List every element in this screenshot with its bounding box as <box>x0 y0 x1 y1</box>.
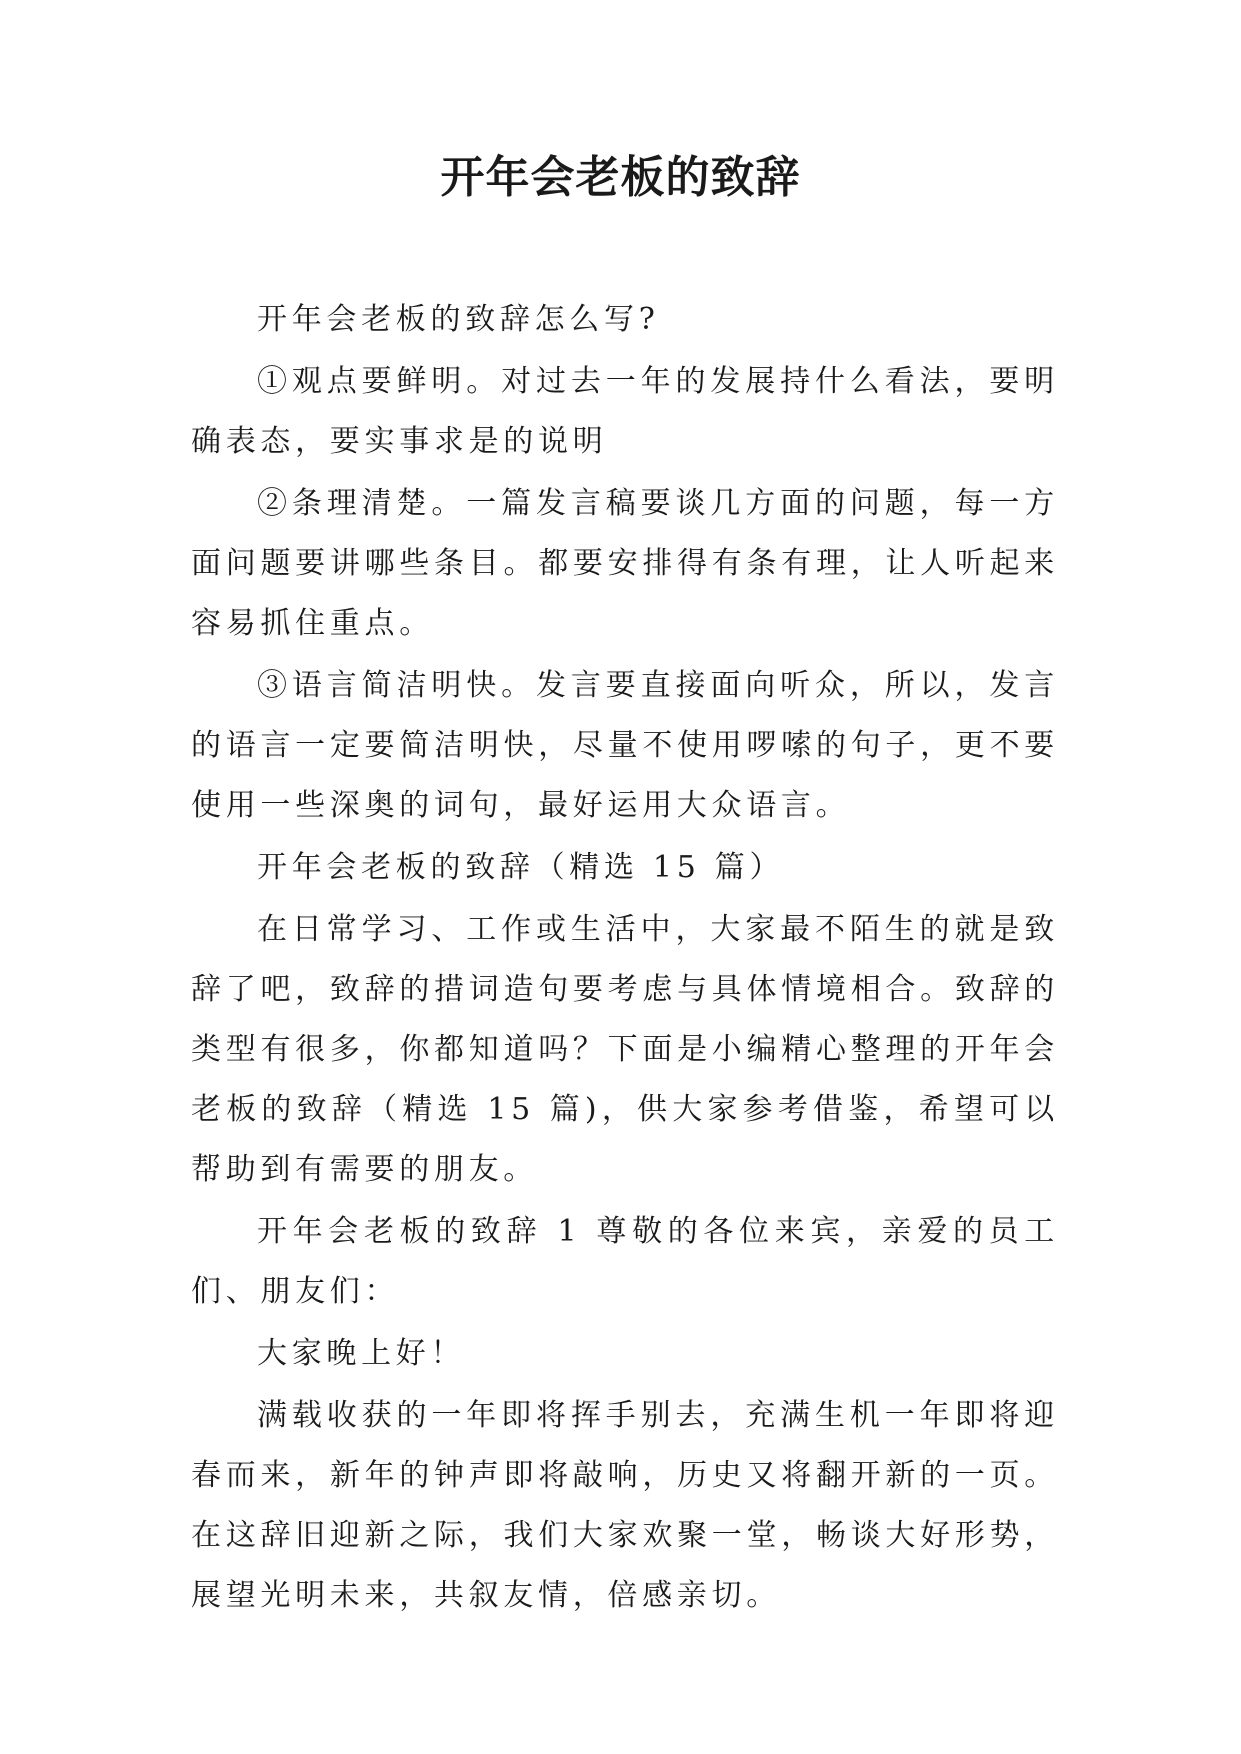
paragraph-point-1: ①观点要鲜明。对过去一年的发展持什么看法，要明确表态，要实事求是的说明 <box>191 364 1059 459</box>
paragraph-how-to-write: 开年会老板的致辞怎么写? <box>257 302 660 337</box>
paragraph-point-3: ③语言简洁明快。发言要直接面向听众，所以，发言的语言一定要简洁明快，尽量不使用啰嗦的句子，更不要使用一些深奥的词句，最好运用大众语言。 <box>191 668 1059 823</box>
document-body <box>191 290 1059 1628</box>
paragraph-speech-1-greeting: 开年会老板的致辞 1 尊敬的各位来宾，亲爱的员工们、朋友们： <box>191 1214 1059 1309</box>
paragraph-speech-body: 满载收获的一年即将挥手别去，充满生机一年即将迎春而来，新年的钟声即将敲响，历史又将翻开新的一页。在这辞旧迎新之际，我们大家欢聚一堂，畅谈大好形势，展望光明未来，共叙友情，倍感亲切。 <box>191 1398 1059 1613</box>
paragraph-good-evening: 大家晚上好！ <box>257 1336 466 1371</box>
paragraph-point-2: ②条理清楚。一篇发言稿要谈几方面的问题，每一方面问题要讲哪些条目。都要安排得有条有理，让人听起来容易抓住重点。 <box>191 486 1059 641</box>
paragraph-section-heading: 开年会老板的致辞（精选 15 篇） <box>257 850 785 885</box>
paragraph-intro: 在日常学习、工作或生活中，大家最不陌生的就是致辞了吧，致辞的措词造句要考虑与具体情境相合。致辞的类型有很多，你都知道吗？下面是小编精心整理的开年会老板的致辞（精选 15 篇)，供大家参考借鉴，希望可以帮助到有需要的朋友。 <box>191 912 1059 1187</box>
document-title: 开年会老板的致辞 <box>440 152 801 203</box>
